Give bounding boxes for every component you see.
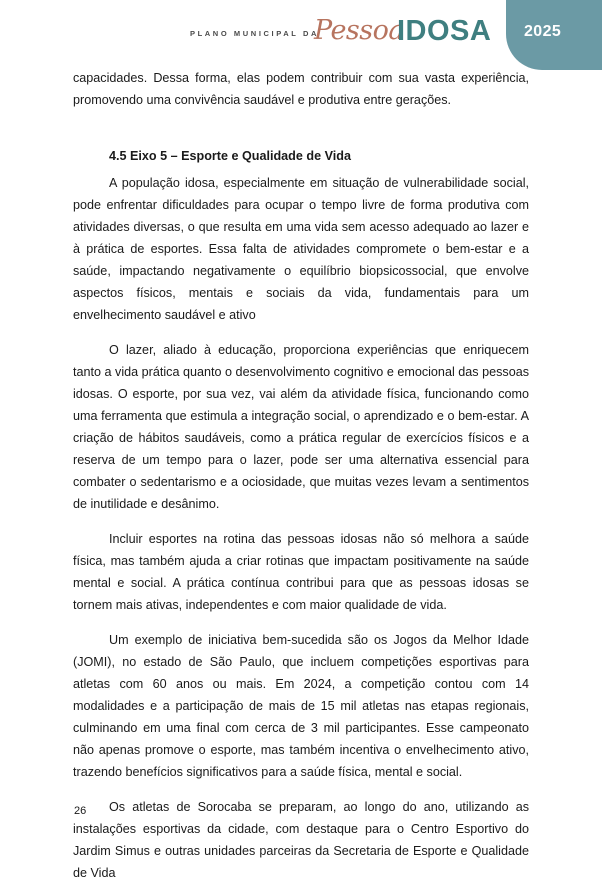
page-number: 26 — [74, 805, 87, 817]
paragraph-continuation: capacidades. Dessa forma, elas podem contribuir com sua vasta experiência, promovendo uma convivência saudável e produtiva entre gerações. — [73, 71, 529, 107]
paragraph: O lazer, aliado à educação, proporciona experiências que enriquecem tanto a vida prática quanto o desenvolvimento cognitivo e emocional das pessoas idosas. O esporte, por sua vez, vai além da atividade física, funcionando como uma ferramenta que estimula a integração social, o aprendizado e o bem-estar. A criação de hábitos saudáveis, como a prática regular de exercícios físicos e a reserva de um tempo para o lazer, pode ser uma alternativa essencial para combater o sedentarismo e a ociosidade, que muitas vezes levam a sentimentos de inutilidade e desânimo. — [73, 343, 529, 511]
section-heading: 4.5 Eixo 5 – Esporte e Qualidade de Vida — [109, 149, 351, 163]
paragraph: Um exemplo de iniciativa bem-sucedida são os Jogos da Melhor Idade (JOMI), no estado de São Paulo, que incluem competições esportivas para atletas com 60 anos ou mais. Em 2024, a competição contou com 14 modalidades e a participação de mais de 15 mil atletas nas etapas regionais, culminando em uma final com cerca de 3 mil participantes. Esse campeonato não apenas promove o esporte, mas também incentiva o envelhecimento ativo, trazendo benefícios significativos para a saúde física, mental e social. — [73, 633, 529, 779]
page-header — [0, 0, 602, 70]
plan-label: PLANO MUNICIPAL DA — [190, 29, 320, 38]
logo-bold-text: IDOSA — [397, 15, 492, 47]
paragraph: Os atletas de Sorocaba se preparam, ao longo do ano, utilizando as instalações esportivas da cidade, com destaque para o Centro Esportivo do Jardim Simus e outras unidades parceiras da Secretaria de Esporte e Qualidade de Vida — [73, 800, 529, 880]
document-body — [73, 67, 529, 884]
year-label: 2025 — [524, 23, 562, 40]
paragraph: A população idosa, especialmente em situação de vulnerabilidade social, pode enfrentar dificuldades para ocupar o tempo livre de forma produtiva com atividades diversas, o que resulta em uma vida sem acesso adequado ao lazer e à prática de esportes. Essa falta de atividades compromete o bem-estar e a saúde, impactando negativamente o equilíbrio biopsicossocial, que envolve aspectos físicos, mentais e sociais da vida, fundamentais para um envelhecimento saudável e ativo — [73, 176, 529, 322]
paragraph: Incluir esportes na rotina das pessoas idosas não só melhora a saúde física, mas também ajuda a criar rotinas que impactam positivamente na saúde mental e social. A prática contínua contribui para que as pessoas idosas se tornem mais ativas, independentes e com maior qualidade de vida. — [73, 532, 529, 612]
logo-script-text: Pessoa — [314, 15, 404, 46]
